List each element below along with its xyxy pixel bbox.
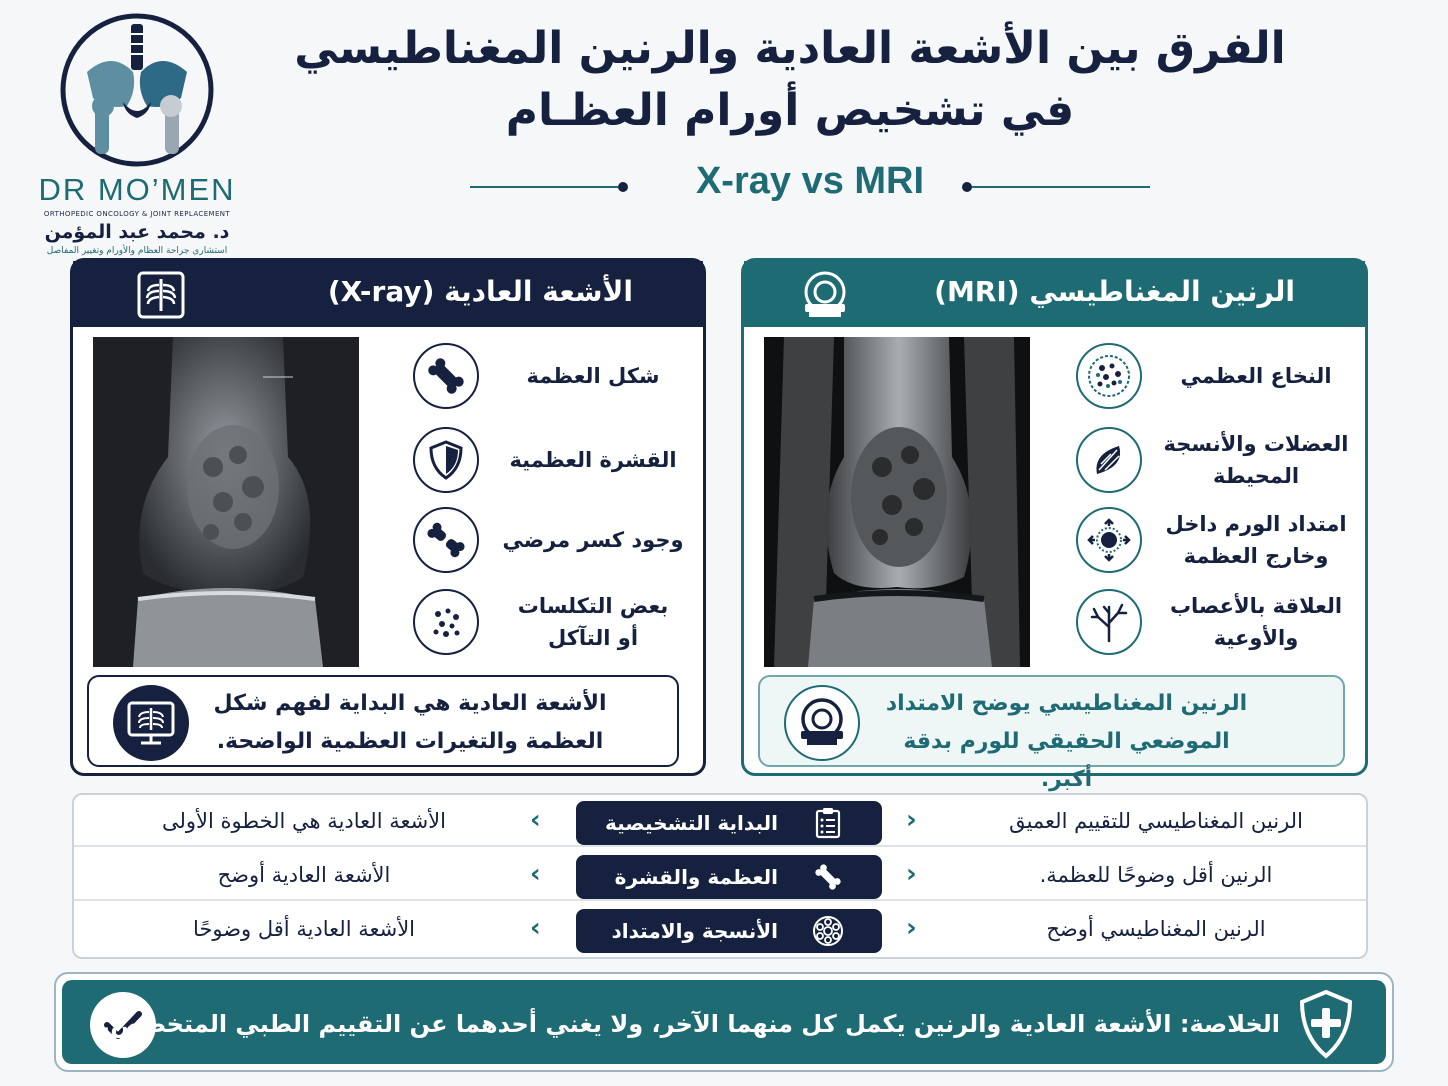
logo-subtitle: ORTHOPEDIC ONCOLOGY & JOINT REPLACEMENT (43, 210, 231, 218)
comparison-mri-cell: الرنين المغناطيسي أوضح (1046, 917, 1266, 941)
mri-feature-label: النخاع العظمي (1180, 364, 1332, 388)
xray-note-text (209, 685, 611, 761)
marrow-icon (1076, 343, 1142, 409)
cells-icon (812, 915, 844, 947)
logo-name: DR MO’MEN (38, 172, 236, 207)
chevron-left-icon: ‹ (530, 859, 541, 889)
xray-feature-calcification (413, 589, 693, 655)
comparison-row (74, 903, 1366, 955)
chevron-right-icon: › (906, 913, 917, 943)
subtitle-dot-left (618, 182, 628, 192)
comparison-xray-cell: الأشعة العادية أوضح (217, 863, 391, 887)
xray-knee-image (93, 337, 359, 667)
subtitle: X-ray vs MRI (695, 160, 925, 202)
broken-bone-icon (413, 507, 479, 573)
subtitle-row (470, 160, 1150, 210)
mri-feature-label: العضلات والأنسجة المحيطة (1163, 432, 1349, 488)
logo-arabic-name: د. محمد عبد المؤمن (44, 221, 230, 243)
chevron-left-icon: ‹ (530, 913, 541, 943)
comparison-row (74, 795, 1366, 847)
monitor-xray-icon (113, 685, 189, 761)
comparison-xray-cell: الأشعة العادية هي الخطوة الأولى (161, 809, 446, 833)
mri-scanner-icon (799, 269, 851, 321)
mri-knee-image (764, 337, 1030, 667)
mri-feature-spread (1076, 507, 1356, 573)
comparison-category-label: الأنسجة والامتداد (611, 919, 778, 943)
chevron-right-icon: › (906, 859, 917, 889)
mri-scanner-icon (784, 685, 860, 761)
bone-icon (413, 343, 479, 409)
clipboard-icon (812, 807, 844, 839)
shield-icon (413, 427, 479, 493)
mri-note-text (880, 685, 1253, 799)
logo (22, 10, 252, 260)
title-line-1: الفرق بين الأشعة العادية والرنين المغناطيسي (294, 23, 1286, 74)
comparison-table (72, 793, 1368, 959)
comparison-mri-cell: الرنين المغناطيسي للتقييم العميق (1009, 809, 1303, 833)
muscle-icon (1076, 427, 1142, 493)
comparison-xray-cell: الأشعة العادية أقل وضوحًا (192, 917, 416, 941)
xray-note-line-1: الأشعة العادية هي البداية لفهم شكل (213, 691, 607, 716)
mri-feature-label: امتداد الورم داخل وخارج العظمة (1165, 512, 1347, 568)
xray-feature-cortex (413, 427, 693, 493)
subtitle-divider-right (972, 186, 1150, 188)
xray-feature-fracture (413, 507, 693, 573)
mri-panel (741, 258, 1368, 792)
comparison-row (74, 849, 1366, 901)
conclusion-text: الخلاصة: الأشعة العادية والرنين يكمل كل منهما الآخر، ولا يغني أحدهما عن التقييم الطبي المتخصص. (101, 1010, 1280, 1038)
xray-note (87, 675, 679, 767)
comparison-category-label: العظمة والقشرة (614, 865, 778, 889)
mri-feature-label: العلاقة بالأعصاب والأوعية (1169, 594, 1343, 650)
mri-note-line-2: الموضعي الحقيقي للورم بدقة أكبر. (903, 729, 1230, 792)
comparison-mri-cell: الرنين أقل وضوحًا للعظمة. (1039, 863, 1273, 887)
xray-feature-label: وجود كسر مرضي (502, 528, 684, 552)
xray-feature-label: شكل العظمة (526, 364, 660, 388)
xray-note-line-2: العظمة والتغيرات العظمية الواضحة. (216, 729, 604, 754)
mri-panel-header (744, 261, 1365, 327)
bone-icon (812, 861, 844, 893)
xray-feature-label: بعض التكلسات أو التآكل (517, 594, 669, 650)
subtitle-dot-right (962, 182, 972, 192)
subtitle-divider-left (470, 186, 618, 188)
mri-feature-marrow (1076, 343, 1356, 409)
spread-icon (1076, 507, 1142, 573)
chevron-right-icon: › (906, 805, 917, 835)
conclusion-banner (62, 980, 1386, 1064)
xray-feature-bone-shape (413, 343, 693, 409)
comparison-category (576, 801, 882, 845)
comparison-category (576, 855, 882, 899)
page-title (280, 18, 1300, 142)
ribcage-xray-icon (135, 269, 187, 321)
logo-arabic-tagline: استشاري جراحة العظام والأورام وتغيير المفاصل (46, 246, 228, 256)
title-line-2: في تشخيص أورام العظـام (505, 85, 1075, 136)
xray-feature-label: القشرة العظمية (509, 448, 677, 472)
xray-panel-header (73, 261, 703, 327)
comparison-category-label: البداية التشخيصية (605, 811, 778, 835)
xray-panel (70, 258, 706, 776)
pelvis-logo-icon (57, 10, 217, 170)
chevron-left-icon: ‹ (530, 805, 541, 835)
mri-note (758, 675, 1345, 792)
comparison-category (576, 909, 882, 953)
mri-note-line-1: الرنين المغناطيسي يوضح الامتداد (885, 691, 1248, 716)
mri-panel-title: الرنين المغناطيسي (MRI) (934, 275, 1295, 308)
mri-feature-nerves (1076, 589, 1356, 655)
xray-panel-title: الأشعة العادية (X-ray) (327, 275, 633, 308)
conclusion-box (54, 972, 1394, 1072)
dots-icon (413, 589, 479, 655)
nerve-icon (1076, 589, 1142, 655)
mri-feature-muscles (1076, 427, 1356, 493)
shield-plus-icon (1296, 988, 1356, 1060)
